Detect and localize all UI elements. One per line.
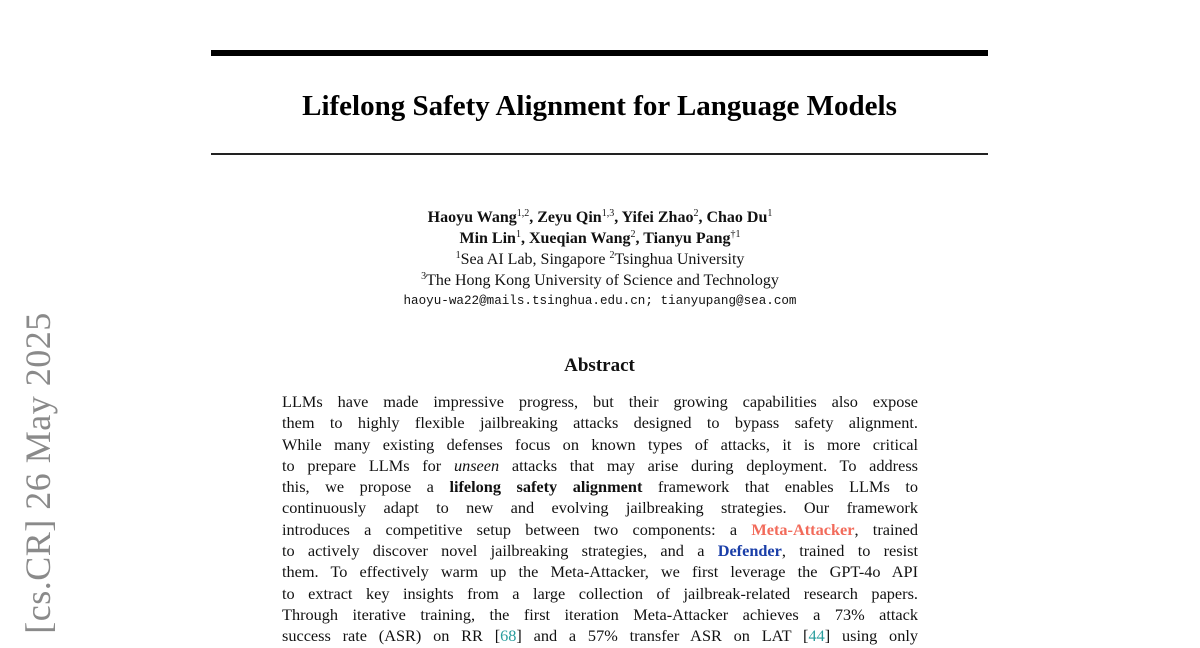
author-affiliation-mark: 1 xyxy=(767,208,773,219)
abstract-line: continuously adapt to new and evolving jailbreaking strategies. Our framework xyxy=(282,498,918,518)
affiliation-mark: 2 xyxy=(609,250,615,261)
author-name: Haoyu Wang xyxy=(427,209,517,226)
author-affiliation-mark: 2 xyxy=(630,229,636,240)
arxiv-stamp-text: [cs.CR] 26 May 2025 xyxy=(18,312,58,634)
abstract-text: framework that enables LLMs to xyxy=(642,477,919,497)
author-emails: haoyu-wa22@mails.tsinghua.edu.cn; tianyupang@sea.com xyxy=(403,294,797,308)
abstract-text: success rate (ASR) on RR [ xyxy=(282,626,501,646)
title-top-rule xyxy=(211,50,988,56)
abstract-text: to actively discover novel jailbreaking strategies, and a xyxy=(282,541,718,561)
abstract-heading: Abstract xyxy=(564,355,635,376)
abstract-line xyxy=(282,519,918,540)
emphasis-unseen: unseen xyxy=(453,455,500,475)
author-affiliation-mark: 2 xyxy=(693,208,699,219)
abstract-text: , trained xyxy=(854,519,918,539)
author-affiliation-mark: 1 xyxy=(515,229,521,240)
abstract-text: , trained to resist xyxy=(781,541,918,561)
author-name: Chao Du xyxy=(706,209,768,226)
abstract-text: attacks that may arise during deployment. To address xyxy=(499,455,919,475)
affiliation-name: Sea AI Lab, Singapore xyxy=(460,251,610,268)
affiliation-line-2 xyxy=(300,270,900,291)
meta-attacker-term: Meta-Attacker xyxy=(751,519,855,539)
emphasis-lifelong-safety-alignment: lifelong safety alignment xyxy=(449,477,643,497)
author-affiliation-mark: 1,3 xyxy=(601,208,615,219)
author-affiliation-mark: †1 xyxy=(730,229,741,240)
author-line-1 xyxy=(300,207,900,228)
abstract-line: LLMs have made impressive progress, but their growing capabilities also expose xyxy=(282,392,918,411)
author-name: Min Lin xyxy=(459,230,516,247)
abstract-line xyxy=(282,476,918,497)
title-bottom-rule xyxy=(211,153,988,155)
affiliation-name: Tsinghua University xyxy=(614,251,745,268)
abstract-line xyxy=(282,455,918,476)
author-line-2 xyxy=(300,228,900,249)
abstract-line: While many existing defenses focus on known types of attacks, it is more critical xyxy=(282,434,918,454)
abstract-line xyxy=(282,625,918,646)
citation-link[interactable]: 44 xyxy=(808,626,825,646)
abstract-body xyxy=(282,391,918,647)
citation-link[interactable]: 68 xyxy=(500,626,517,646)
abstract-line: to extract key insights from a large collection of jailbreak-related research papers. xyxy=(282,583,918,603)
author-name: Yifei Zhao xyxy=(621,209,694,226)
paper-title: Lifelong Safety Alignment for Language Models xyxy=(302,90,897,122)
author-name: Tianyu Pang xyxy=(643,230,731,247)
abstract-text: introduces a competitive setup between two components: a xyxy=(282,519,752,539)
abstract-line: Through iterative training, the first iteration Meta-Attacker achieves a 73% attack xyxy=(282,604,918,624)
affiliation-name: The Hong Kong University of Science and Technology xyxy=(426,272,779,289)
abstract-text: ] using only xyxy=(824,626,918,646)
author-separator: , xyxy=(698,209,707,226)
author-separator: , xyxy=(529,209,538,226)
author-name: Xueqian Wang xyxy=(528,230,631,247)
author-separator: , xyxy=(635,230,644,247)
arxiv-stamp xyxy=(14,298,62,648)
author-affiliation-mark: 1,2 xyxy=(516,208,530,219)
abstract-text: this, we propose a xyxy=(282,477,450,497)
abstract-text: to prepare LLMs for xyxy=(282,455,454,475)
affiliation-mark: 1 xyxy=(455,250,461,261)
affiliation-line-1 xyxy=(300,249,900,270)
abstract-line xyxy=(282,540,918,561)
author-separator: , xyxy=(520,230,529,247)
author-block xyxy=(300,207,900,312)
abstract-line: them. To effectively warm up the Meta-Attacker, we first leverage the GPT-4o API xyxy=(282,562,918,582)
author-separator: , xyxy=(614,209,622,226)
author-name: Zeyu Qin xyxy=(537,209,602,226)
abstract-text: ] and a 57% transfer ASR on LAT [ xyxy=(516,626,809,646)
abstract-line: them to highly flexible jailbreaking attacks designed to bypass safety alignment. xyxy=(282,413,918,433)
defender-term: Defender xyxy=(717,541,782,561)
affiliation-mark: 3 xyxy=(421,271,427,282)
